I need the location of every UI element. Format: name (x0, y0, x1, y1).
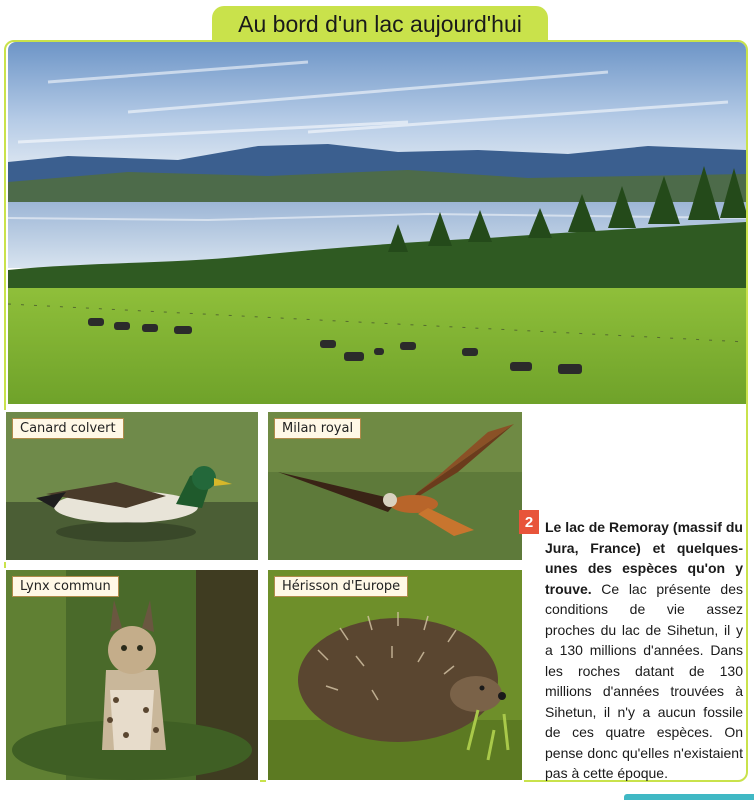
caption-bold-text: Le lac de Remoray (massif du Jura, France) et quelques-unes des espèces qu'on y trouve. (545, 519, 743, 597)
page-title: Au bord d'un lac aujourd'hui (212, 6, 548, 42)
photo-label-duck: Canard colvert (12, 418, 124, 439)
caption-number-badge: 2 (519, 510, 539, 534)
caption-body-text: Ce lac présente des conditions de vie assez proches du lac de Sihetun, il y a 130 millions d'années. Dans les roches datant de 130 millions d'années trouvées à Sihetun, il n'y a aucun fossile de ces quatre espèces. On pense donc qu'elles n'existaient pas à cette époque. (545, 580, 743, 781)
lynx-photo (4, 568, 260, 782)
kite-photo (266, 410, 524, 562)
lake-landscape-photo (8, 42, 746, 404)
hedgehog-photo (266, 568, 524, 782)
photo-label-lynx: Lynx commun (12, 576, 119, 597)
caption-text (545, 517, 743, 784)
decorative-bar (624, 794, 754, 800)
photo-label-kite: Milan royal (274, 418, 361, 439)
duck-photo (4, 410, 260, 562)
photo-label-hedgehog: Hérisson d'Europe (274, 576, 408, 597)
